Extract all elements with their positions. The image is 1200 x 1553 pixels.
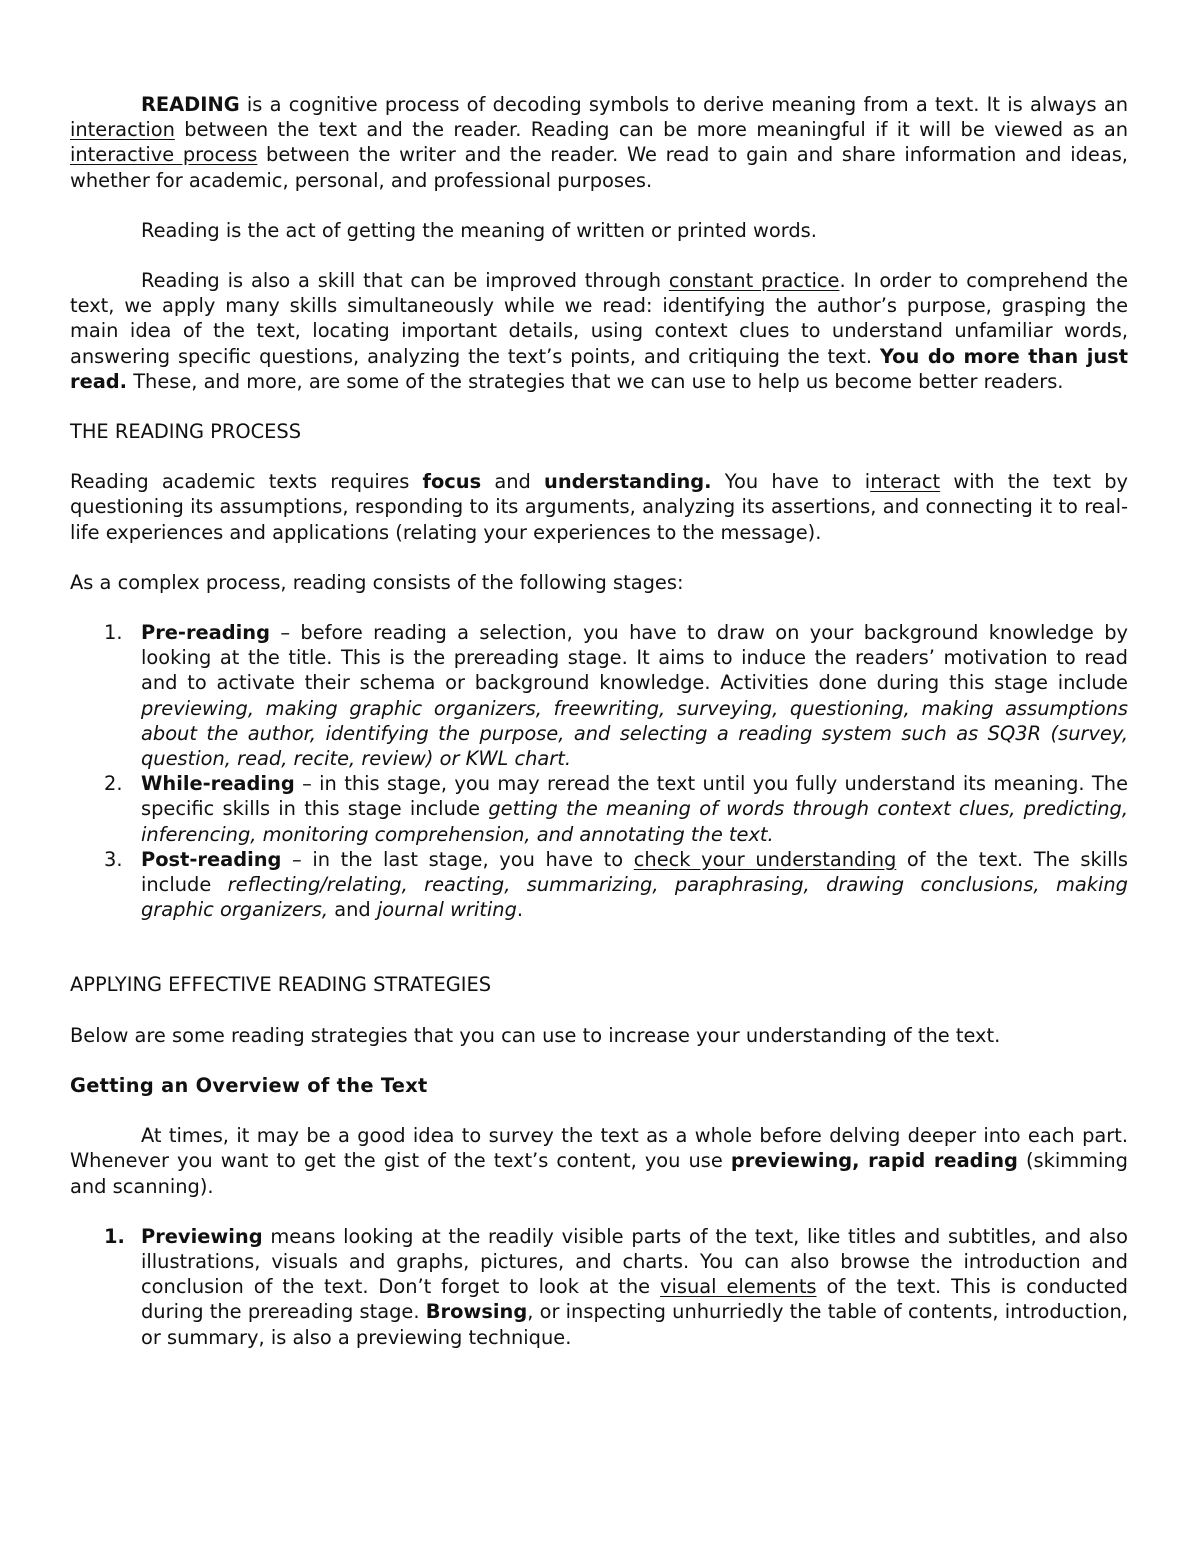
underlined-text: visual elements [660, 1275, 817, 1299]
text-run: (skimming and scanning). [70, 1149, 1128, 1198]
text-run: of the text. The skills include [141, 847, 1128, 897]
text-run: . [516, 898, 524, 922]
bold-text: Pre-reading [141, 621, 270, 645]
text-run: is a cognitive process of decoding symbols to derive meaning from a text. It is always an [239, 93, 1128, 116]
italic-text: getting the meaning of words through context clues, predicting, inferencing, monitoring comprehension, and annotating the text. [141, 797, 1129, 846]
bold-text: While-reading [141, 772, 295, 796]
strategies-list [70, 1224, 1128, 1350]
text-run: , or inspecting unhurriedly the table of contents, introduction, or summary, is also a previewing technique. [141, 1300, 1128, 1349]
document-page [70, 92, 1128, 1350]
text-run: – in this stage, you may reread the text until you fully understand its meaning. The specific skills in this stage include [141, 772, 1128, 821]
text-run: . In order to comprehend the text, we apply many skills simultaneously while we read: identifying the author’s purpose, grasping the main idea of the text, locating important details, using context clues to understand unfamiliar words, answering specific questions, analyzing the text’s points, and critiquing the text. [70, 269, 1128, 368]
text-run: As a complex process, reading consists of the following stages: [70, 570, 684, 594]
text-run: and [328, 898, 377, 922]
list-item-text [141, 848, 1128, 921]
bold-text: You do more than just read. [70, 344, 1128, 393]
text-run: Reading is the act of getting the meaning of written or printed words. [141, 218, 817, 242]
italic-text: reflecting/relating, reacting, summarizing, paraphrasing, drawing conclusions, making graphic organizers, [141, 873, 1128, 922]
list-number: 3. [104, 847, 123, 871]
overview-subheading: Getting an Overview of the Text [70, 1073, 428, 1097]
bold-text: Previewing [141, 1224, 263, 1248]
text-run: with the text by questioning its assumptions, responding to its arguments, analyzing its assertions, and connecting it to real-life experiences and applications (relating your experiences to the message). [70, 470, 1128, 544]
list-number: 1. [104, 621, 123, 645]
underlined-text: interaction [70, 118, 175, 142]
intro-paragraph-1 [70, 92, 1128, 193]
underlined-text: interactive process [70, 143, 258, 167]
list-item [70, 1224, 1128, 1350]
bold-text: Post-reading [141, 847, 282, 871]
text-run: – before reading a selection, you have to draw on your background knowledge by looking at the title. This is the prereading stage. It aims to induce the readers’ motivation to read and to activate their schema or background knowledge. Activities done during this stage include [141, 621, 1128, 695]
reading-process-paragraph-2 [70, 570, 1128, 595]
bold-text: focus [422, 470, 482, 494]
list-item-text [141, 621, 1128, 770]
underlined-text: constant practice [668, 269, 840, 293]
text-run: Below are some reading strategies that you can use to increase your understanding of the text. [70, 1023, 1001, 1047]
list-item [70, 847, 1128, 923]
overview-paragraph [70, 1123, 1128, 1199]
text-run: between the text and the reader. Reading can be more meaningful if it will be viewed as an [174, 118, 1128, 142]
text-run: Reading academic texts requires [70, 470, 423, 494]
underlined-text: check your understanding [633, 847, 897, 871]
text-run: between the writer and the reader. We read to gain and share information and ideas, whether for academic, personal, and professional purposes. [70, 143, 1128, 192]
bold-text: understanding. [544, 470, 712, 494]
text-run: means looking at the readily visible parts of the text, like titles and subtitles, and also illustrations, visuals and graphs, pictures, and charts. You can also browse the introduction and conclusion of the text. Don’t forget to look at the [141, 1224, 1128, 1299]
bold-text: READING [141, 93, 240, 116]
strategies-heading: APPLYING EFFECTIVE READING STRATEGIES [70, 973, 492, 997]
italic-text: journal writing [376, 898, 517, 922]
reading-process-heading: THE READING PROCESS [70, 420, 302, 444]
list-item [70, 771, 1128, 847]
list-number: 2. [104, 772, 123, 796]
text-run: You have to i [711, 470, 871, 494]
text-run: of the text. This is conducted during the prereading stage. [141, 1275, 1128, 1324]
list-item [70, 620, 1128, 771]
reading-process-paragraph-1 [70, 469, 1128, 545]
text-run: and [481, 470, 545, 494]
text-run: At times, it may be a good idea to survey the text as a whole before delving deeper into each part. Whenever you want to get the gist of the text’s content, you use [70, 1124, 1128, 1173]
list-item-text [141, 772, 1128, 845]
text-run: These, and more, are some of the strategies that we can use to help us become better readers. [127, 369, 1064, 393]
stages-list [70, 620, 1128, 922]
intro-paragraph-3 [70, 268, 1128, 394]
intro-paragraph-2 [70, 218, 1128, 243]
text-run: – in the last stage, you have to [281, 847, 634, 871]
bold-text: Browsing [425, 1300, 528, 1324]
list-item-text [141, 1225, 1128, 1349]
bold-text: previewing, rapid reading [730, 1149, 1018, 1173]
list-number: 1. [104, 1224, 125, 1248]
text-run: Reading is also a skill that can be improved through [141, 269, 669, 293]
italic-text: previewing, making graphic organizers, freewriting, surveying, questioning, making assumptions about the author, identifying the purpose, and selecting a reading system such as SQ3R (survey, question, read, recite, review) or KWL chart. [141, 696, 1128, 771]
strategies-paragraph-1 [70, 1023, 1128, 1048]
underlined-text: nteract [870, 470, 941, 494]
